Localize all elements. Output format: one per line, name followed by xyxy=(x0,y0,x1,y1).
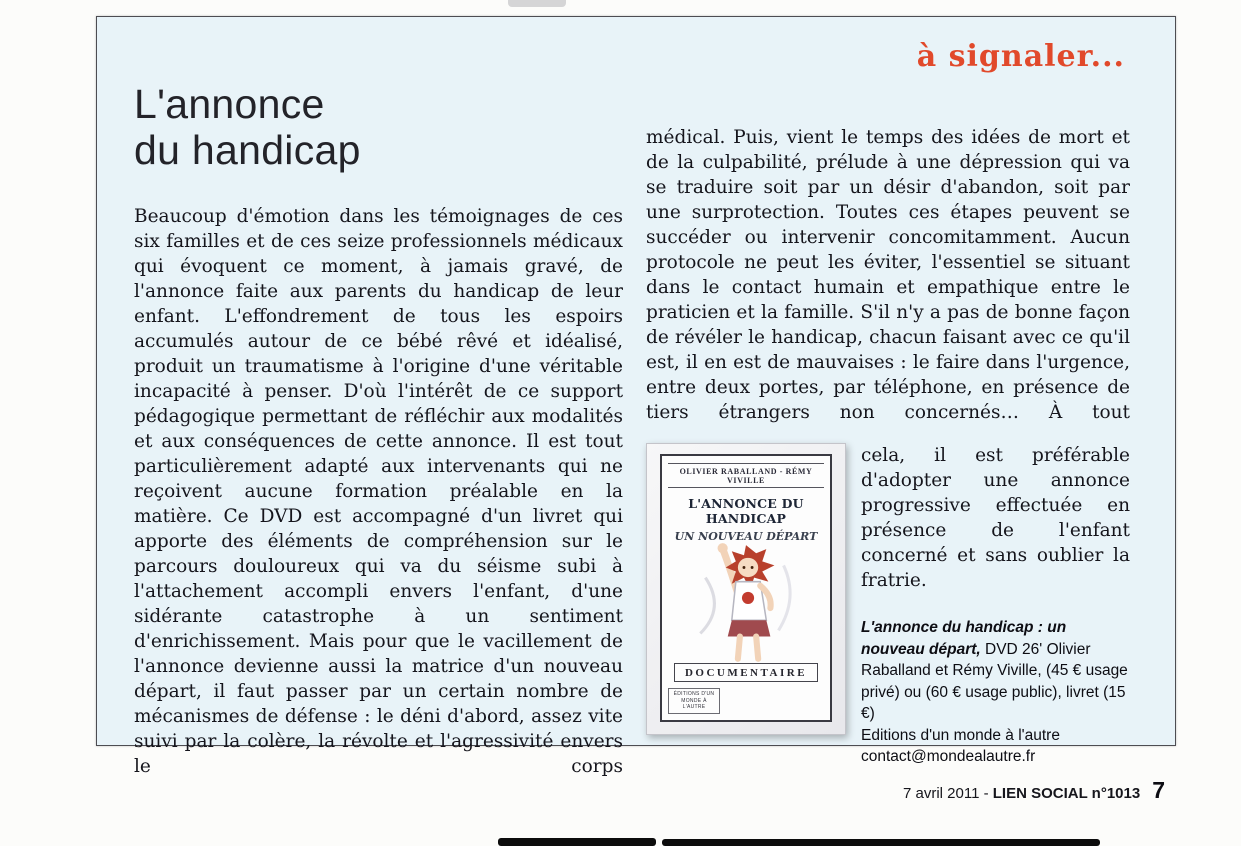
dvd-cover-illustration xyxy=(668,543,824,663)
contact-email: contact@mondealautre.fr xyxy=(861,748,1036,765)
dvd-caption xyxy=(861,617,1130,725)
dvd-cover-inner xyxy=(660,454,832,722)
dvd-caption-publisher: Editions d'un monde à l'autre xyxy=(861,726,1060,744)
dvd-title: L'ANNONCE DU HANDICAP xyxy=(688,496,804,526)
article-column-right-wrap: cela, il est préférable d'adopter une annonce progressive effectuée en présence de l'enfant concerné et sans oublier la fratrie. xyxy=(861,445,1130,591)
dvd-authors: OLIVIER RABALLAND - RÉMY VIVILLE xyxy=(668,463,824,488)
scan-artifact-top xyxy=(508,0,566,7)
dvd-cover xyxy=(646,443,846,735)
dvd-genre-band: DOCUMENTAIRE xyxy=(674,663,818,682)
article-panel xyxy=(96,16,1176,777)
scan-artifact-bottom-left xyxy=(498,838,656,846)
footer-journal-name: LIEN SOCIAL n°1013 xyxy=(992,785,1141,802)
dvd-caption-body: DVD 26' Olivier Raballand et Rémy Viville, (45 € usage privé) ou (60 € usage public), livret (15 €) xyxy=(861,640,1128,722)
media-row xyxy=(646,443,1130,768)
article-column-right xyxy=(646,125,1130,768)
footer-page-number: 7 xyxy=(1152,777,1165,803)
page-footer xyxy=(903,777,1165,804)
dvd-bottom-row xyxy=(668,688,824,714)
section-label: à signaler... xyxy=(916,39,1125,74)
article-column-left: Beaucoup d'émotion dans les témoignages de ces six familles et de ces seize professionnels médicaux qui évoquent ce moment, à jamais gravé, de l'annonce faite aux parents du handicap de leur enfant. L'effondrement de tous les espoirs accumulés autour de ce bébé rêvé et idéalisé, produit un traumatisme à l'origine d'une véritable incapacité à penser. D'où l'intérêt de ce support pédagogique permettant de réfléchir aux modalités et aux conséquences de cette annonce. Il est tout particulièrement adapté aux intervenants qui ne reçoivent aucune formation préalable en la matière. Ce DVD est accompagné d'un livret qui apporte des éléments de compréhension sur le parcours douloureux qui va du séisme subi à l'attachement accompli envers l'enfant, d'une sidérante catastrophe à un sentiment d'enrichissement. Mais pour que le vacillement de l'annonce devienne aussi la matrice d'un nouveau départ, il faut passer par un certain nombre de mécanismes de défense : le déni d'abord, assez vite suivi par la colère, la révolte et l'agressivité envers le corps xyxy=(134,206,623,777)
article-title-line2: du handicap xyxy=(134,127,361,174)
article-title xyxy=(134,81,361,174)
article-title-line1: L'annonce xyxy=(134,81,325,127)
scan-artifact-bottom-right xyxy=(662,839,1100,846)
footer-date: 7 avril 2011 - xyxy=(903,785,993,802)
dvd-subtitle: UN NOUVEAU DÉPART xyxy=(674,530,818,543)
dvd-caption-lead: L'annonce du handicap : un nouveau départ, xyxy=(861,619,1067,658)
dvd-publisher-logo: ÉDITIONS D'UN MONDE À L'AUTRE xyxy=(668,688,720,714)
article-column-right-top: médical. Puis, vient le temps des idées de mort et de la culpabilité, prélude à une dépression qui va se traduire soit par un désir d'abandon, soit par une surprotection. Toutes ces étapes peuvent se succéder ou intervenir concomitamment. Aucun protocole ne peut les éviter, l'essentiel se situant dans le contact humain et empathique entre le praticien et la famille. S'il n'y a pas de bonne façon de révéler le handicap, chacun faisant avec ce qu'il est, il en est de mauvaises : le faire dans l'urgence, entre deux portes, par téléphone, en présence de tiers étrangers non concernés… À tout xyxy=(646,127,1130,423)
beside-cover-column xyxy=(861,443,1130,768)
